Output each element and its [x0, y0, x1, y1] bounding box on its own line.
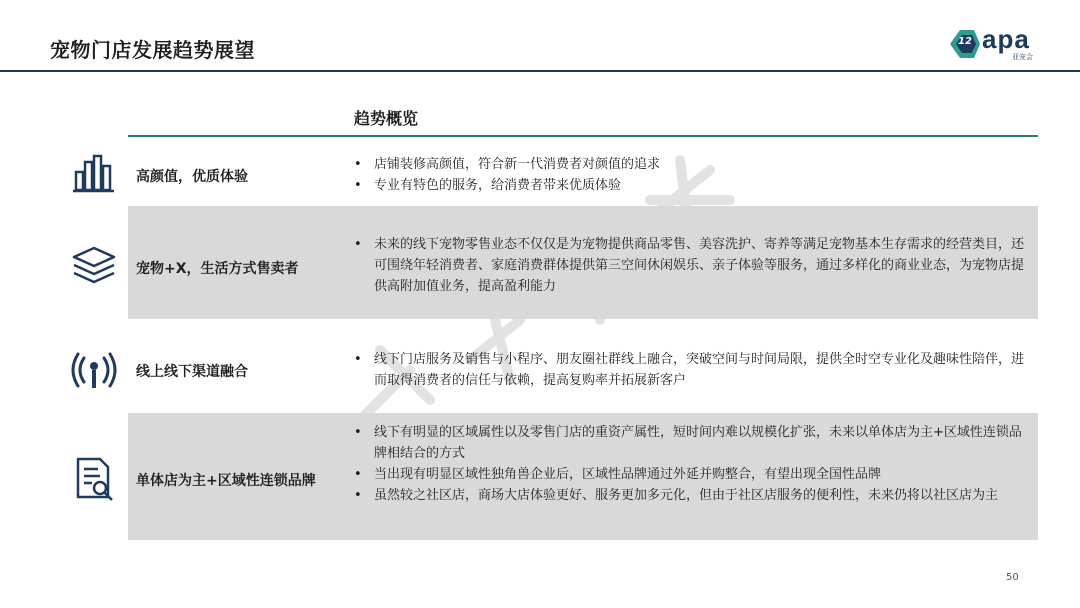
- bullet-list-2: [352, 234, 1032, 297]
- row-label-4: 单体店为主+区域性连锁品牌: [136, 473, 316, 489]
- logo-badge: 12: [958, 36, 972, 47]
- broadcast-signal-icon: [70, 346, 118, 394]
- logo-wordmark: apa: [982, 24, 1030, 54]
- bullet-item: • 当出现有明显区域性独角兽企业后，区域性品牌通过外延并购整合，有望出现全国性品牌: [352, 464, 1032, 485]
- row-label-1: 高颜值，优质体验: [136, 169, 248, 185]
- row-label-3: 线上线下渠道融合: [136, 364, 248, 380]
- page-title: 宠物门店发展趋势展望: [50, 38, 255, 62]
- bullet-item: • 店铺装修高颜值，符合新一代消费者对颜值的追求: [352, 154, 1032, 175]
- row-label-2: 宠物+X，生活方式售卖者: [136, 261, 299, 277]
- bullet-item: • 线下门店服务及销售与小程序、朋友圈社群线上融合，突破空间与时间局限，提供全时空专业化及趣味性陪伴，进而取得消费者的信任与依赖，提高复购率并拓展新客户: [352, 349, 1032, 391]
- bullet-list-3: [352, 349, 1032, 391]
- bullet-list-4: [352, 422, 1032, 506]
- bullet-item: • 虽然较之社区店，商场大店体验更好、服务更加多元化，但由于社区店服务的便利性，未来仍将以社区店为主: [352, 485, 1032, 506]
- logo-subtitle: 亚宠会: [1012, 53, 1033, 61]
- bullet-item: • 线下有明显的区域属性以及零售门店的重资产属性，短时间内难以规模化扩张，未来以单体店为主+区域性连锁品牌相结合的方式: [352, 422, 1032, 464]
- header-divider: [128, 135, 1038, 137]
- bullet-item: • 未来的线下宠物零售业态不仅仅是为宠物提供商品零售、美容洗护、寄养等满足宠物基本生存需求的经营类目，还可围绕年轻消费者、家庭消费群体提供第三空间休闲娱乐、亲子体验等服务，通过多样化的商业业态，为宠物店提供高附加值业务，提高盈利能力: [352, 234, 1032, 297]
- layers-icon: [70, 242, 118, 290]
- bullet-list-1: [352, 154, 1032, 196]
- document-search-icon: [70, 455, 118, 503]
- page-number: 50: [1006, 572, 1019, 583]
- column-header-overview: 趋势概览: [354, 109, 419, 128]
- title-divider: [0, 70, 1080, 72]
- bar-chart-icon: [70, 150, 118, 198]
- bullet-item: • 专业有特色的服务，给消费者带来优质体验: [352, 175, 1032, 196]
